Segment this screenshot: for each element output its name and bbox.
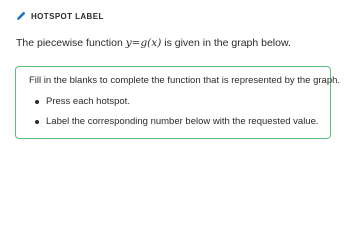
instructions-text: Fill in the blanks to complete the function that is represented by the graph. (29, 75, 341, 86)
pencil-icon (16, 11, 26, 21)
question-prompt (16, 37, 291, 49)
prompt-text-before: The piecewise function (16, 37, 126, 49)
instructions-card (15, 66, 341, 139)
instruction-bullet (35, 96, 130, 107)
instruction-bullet-text: Label the corresponding number below with the requested value. (46, 116, 319, 127)
instruction-bullet (35, 116, 319, 127)
instruction-bullet-text: Press each hotspot. (46, 96, 130, 107)
question-type-label: HOTSPOT LABEL (31, 11, 104, 21)
prompt-text-after: is given in the graph below. (161, 37, 291, 49)
bullet-dot (35, 120, 39, 124)
bullet-dot (35, 100, 39, 104)
prompt-function-notation: y=g(x) (125, 37, 162, 49)
question-type-header (16, 11, 104, 21)
